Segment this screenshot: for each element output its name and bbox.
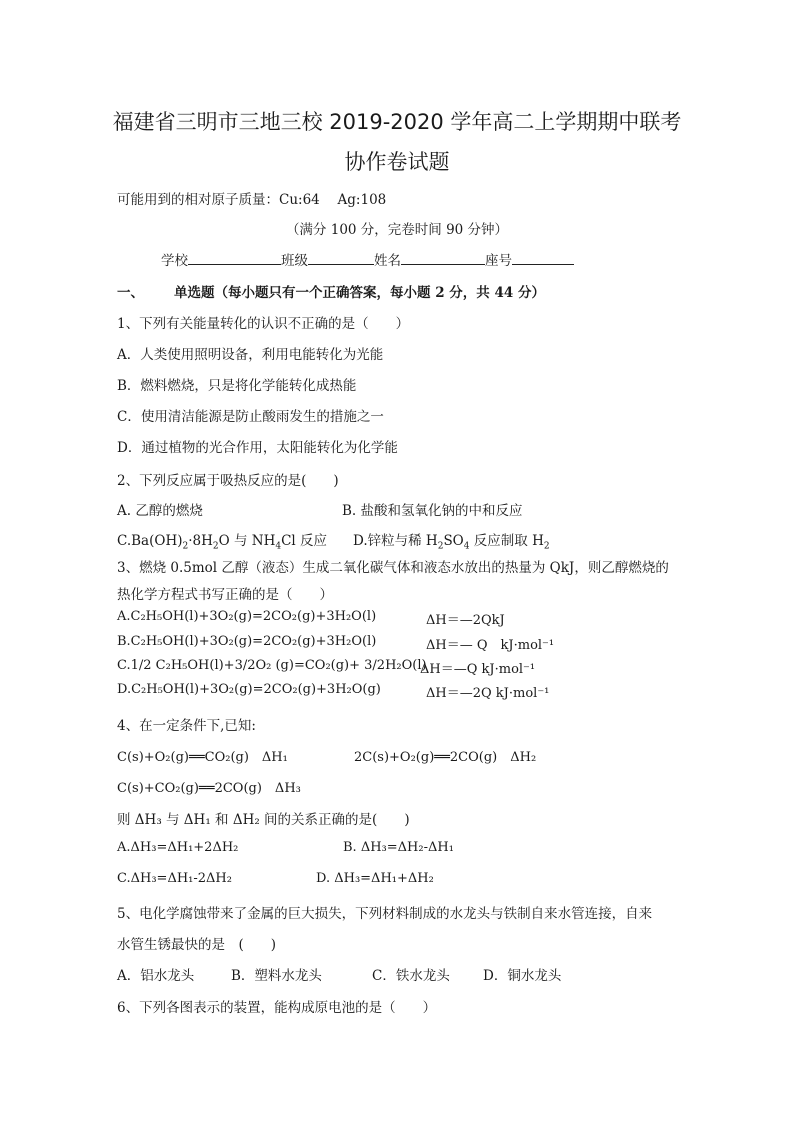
score-time-note: （满分 100 分，完卷时间 90 分钟） (285, 222, 509, 238)
section1-heading (117, 281, 545, 301)
q3-option-b-equation: B.C₂H₅OH(l)+3O₂(g)=2CO₂(g)+3H₂O(l) (117, 634, 377, 649)
atomic-mass-note: 可能用到的相对原子质量：Cu:64 Ag:108 (117, 192, 387, 208)
q2-option-c: $C.Ba(OH)_2\cdot 8H_2O$ 与 $NH_4Cl$ 反应 (117, 533, 328, 552)
name-blank[interactable] (401, 252, 485, 265)
q1-option-d: D．通过植物的光合作用，太阳能转化为化学能 (117, 440, 398, 456)
q3-stem-line2: 热化学方程式书写正确的是（ ） (117, 587, 333, 603)
q4-option-d: D. ΔH₃=ΔH₁+ΔH₂ (316, 871, 434, 886)
q2-option-d: D.锌粒与稀 $H_2SO_4$ 反应制取 $H_2$ (353, 533, 550, 552)
q3-option-c-enthalpy: ΔH＝—Q kJ·mol⁻¹ (420, 662, 536, 677)
q5-stem-line1: 5、电化学腐蚀带来了金属的巨大损失，下列材料制成的水龙头与铁制自来水管连接，自来 (117, 906, 653, 922)
q4-equation-3: C(s)+CO₂(g)══2CO(g) ΔH₃ (117, 781, 301, 796)
class-blank[interactable] (308, 252, 374, 265)
q4-option-c: C.ΔH₃=ΔH₁-2ΔH₂ (117, 871, 232, 886)
q1-option-b: B．燃料燃烧，只是将化学能转化成热能 (117, 378, 357, 394)
q3-option-b-enthalpy: ΔH＝— Q kJ·mol⁻¹ (426, 638, 555, 653)
q5-stem-line2: 水管生锈最快的是 ( ) (117, 937, 277, 953)
school-label: 学校 (161, 253, 188, 269)
q3-option-d-enthalpy: ΔH＝—2Q kJ·mol⁻¹ (426, 686, 550, 701)
student-info-row (161, 249, 574, 269)
school-blank[interactable] (188, 252, 281, 265)
q3-option-c-equation: C.1/2 C₂H₅OH(l)+3/2O₂ (g)=CO₂(g)+ 3/2H₂O(l) (117, 658, 427, 673)
q6-stem: 6、下列各图表示的装置，能构成原电池的是（ ） (117, 1000, 437, 1016)
name-label: 姓名 (374, 253, 401, 269)
q2-stem: 2、下列反应属于吸热反应的是( ) (117, 473, 339, 489)
exam-title-line2: 协作卷试题 (344, 150, 450, 174)
q5-option-b: B．塑料水龙头 (231, 968, 322, 984)
q4-ask: 则 ΔH₃ 与 ΔH₁ 和 ΔH₂ 间的关系正确的是( ) (117, 812, 410, 828)
section1-text: 单选题（每小题只有一个正确答案，每小题 2 分，共 44 分） (174, 285, 545, 301)
seat-blank[interactable] (512, 252, 574, 265)
q2-option-a: A. 乙醇的燃烧 (117, 503, 203, 519)
exam-title-line1: 福建省三明市三地三校 2019-2020 学年高二上学期期中联考 (112, 110, 682, 134)
q5-option-a: A．铝水龙头 (117, 968, 195, 984)
q5-option-c: C．铁水龙头 (372, 968, 450, 984)
section1-number: 一、 (117, 285, 144, 301)
q4-option-b: B. ΔH₃=ΔH₂-ΔH₁ (343, 840, 454, 855)
seat-label: 座号 (485, 253, 512, 269)
q3-stem-line1: 3、燃烧 0.5mol 乙醇（液态）生成二氧化碳气体和液态水放出的热量为 QkJ，则乙醇燃烧的 (117, 560, 669, 576)
q1-option-c: C．使用清洁能源是防止酸雨发生的措施之一 (117, 409, 384, 425)
q1-option-a: A．人类使用照明设备，利用电能转化为光能 (117, 347, 384, 363)
q2-option-b: B. 盐酸和氢氧化钠的中和反应 (342, 503, 523, 519)
q1-stem: 1、下列有关能量转化的认识不正确的是（ ） (117, 316, 410, 332)
q5-option-d: D．铜水龙头 (483, 968, 562, 984)
class-label: 班级 (281, 253, 308, 269)
q4-stem: 4、在一定条件下,已知: (117, 718, 256, 734)
q3-option-a-equation: A.C₂H₅OH(l)+3O₂(g)=2CO₂(g)+3H₂O(l) (117, 609, 377, 624)
q3-option-d-equation: D.C₂H₅OH(l)+3O₂(g)=2CO₂(g)+3H₂O(g) (117, 682, 381, 697)
q4-equation-2: 2C(s)+O₂(g)══2CO(g) ΔH₂ (354, 750, 537, 765)
q4-option-a: A.ΔH₃=ΔH₁+2ΔH₂ (117, 840, 239, 855)
q3-option-a-enthalpy: ΔH＝—2QkJ (426, 613, 505, 628)
q4-equation-1: C(s)+O₂(g)══CO₂(g) ΔH₁ (117, 750, 288, 765)
